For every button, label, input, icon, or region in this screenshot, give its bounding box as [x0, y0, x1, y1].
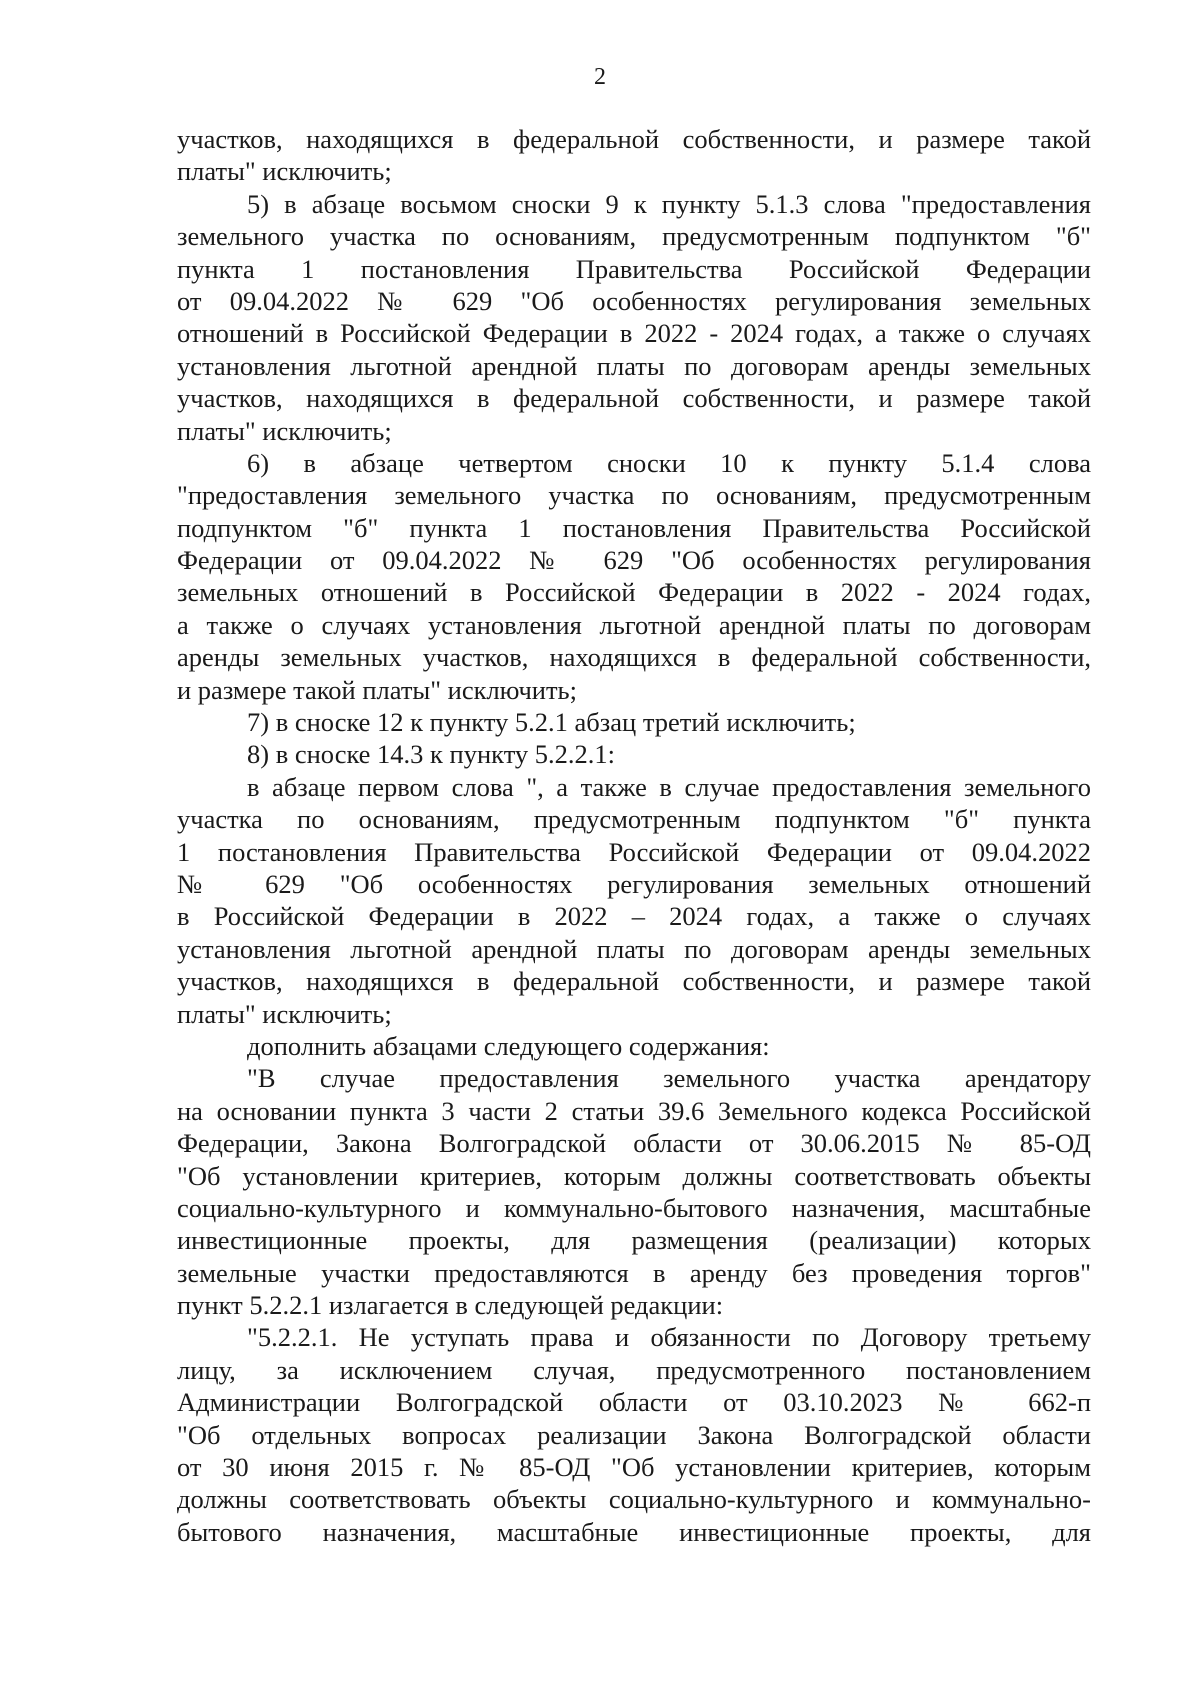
text-line: а также о случаях установления льготной арендной платы по договорам	[177, 609, 1091, 640]
text-line: установления льготной арендной платы по договорам аренды земельных	[177, 350, 1091, 381]
text-line: участков, находящихся в федеральной собственности, и размере такой	[177, 383, 1091, 414]
text-line: 5) в абзаце восьмом сноски 9 к пункту 5.1.3 слова "предоставления	[247, 188, 1091, 219]
text-line: платы" исключить;	[177, 156, 392, 187]
text-line: социально-культурного и коммунально-бытового назначения, масштабные	[177, 1192, 1091, 1223]
text-line: на основании пункта 3 части 2 статьи 39.6 Земельного кодекса Российской	[177, 1095, 1091, 1126]
text-line: 1 постановления Правительства Российской Федерации от 09.04.2022	[177, 836, 1091, 867]
text-line: "предоставления земельного участка по основаниям, предусмотренным	[177, 480, 1091, 511]
text-line: в Российской Федерации в 2022 – 2024 годах, а также о случаях	[177, 901, 1091, 932]
text-line: земельного участка по основаниям, предусмотренным подпунктом "б"	[177, 221, 1091, 252]
text-line: пункт 5.2.2.1 излагается в следующей редакции:	[177, 1290, 724, 1321]
text-line: аренды земельных участков, находящихся в федеральной собственности,	[177, 642, 1091, 673]
text-line: "5.2.2.1. Не уступать права и обязанности по Договору третьему	[247, 1322, 1091, 1353]
text-line: Администрации Волгоградской области от 03.10.2023 № 662-п	[177, 1387, 1091, 1418]
text-line: дополнить абзацами следующего содержания:	[247, 1030, 770, 1061]
text-line: должны соответствовать объекты социально-культурного и коммунально-	[177, 1484, 1091, 1515]
text-line: земельные участки предоставляются в аренду без проведения торгов"	[177, 1257, 1091, 1288]
text-line: бытового назначения, масштабные инвестиционные проекты, для	[177, 1516, 1091, 1547]
text-line: "В случае предоставления земельного участка арендатору	[247, 1063, 1091, 1094]
document-body	[177, 123, 1091, 1548]
text-line: платы" исключить;	[177, 998, 392, 1029]
text-line: 8) в сноске 14.3 к пункту 5.2.2.1:	[247, 739, 616, 770]
text-line: отношений в Российской Федерации в 2022 - 2024 годах, а также о случаях	[177, 318, 1091, 349]
text-line: в абзаце первом слова ", а также в случае предоставления земельного	[247, 771, 1091, 802]
text-line: участков, находящихся в федеральной собственности, и размере такой	[177, 966, 1091, 997]
text-line: участка по основаниям, предусмотренным подпунктом "б" пункта	[177, 804, 1091, 835]
text-line: инвестиционные проекты, для размещения (реализации) которых	[177, 1225, 1091, 1256]
text-line: участков, находящихся в федеральной собственности, и размере такой	[177, 124, 1091, 154]
text-line: установления льготной арендной платы по договорам аренды земельных	[177, 933, 1091, 964]
text-line: Федерации, Закона Волгоградской области от 30.06.2015 № 85-ОД	[177, 1128, 1091, 1159]
text-line: Федерации от 09.04.2022 № 629 "Об особенностях регулирования	[177, 545, 1091, 576]
text-line: платы" исключить;	[177, 415, 392, 446]
text-line: от 09.04.2022 № 629 "Об особенностях регулирования земельных	[177, 285, 1091, 316]
text-line: и размере такой платы" исключить;	[177, 674, 578, 705]
text-line: подпунктом "б" пункта 1 постановления Правительства Российской	[177, 512, 1091, 543]
text-line: земельных отношений в Российской Федерации в 2022 - 2024 годах,	[177, 577, 1091, 608]
text-line: 7) в сноске 12 к пункту 5.2.1 абзац третий исключить;	[247, 707, 856, 738]
page-number: 2	[594, 64, 606, 90]
text-line: "Об установлении критериев, которым должны соответствовать объекты	[177, 1160, 1091, 1191]
text-line: № 629 "Об особенностях регулирования земельных отношений	[177, 868, 1091, 899]
text-line: от 30 июня 2015 г. № 85-ОД "Об установлении критериев, которым	[177, 1452, 1091, 1483]
text-line: 6) в абзаце четвертом сноски 10 к пункту 5.1.4 слова	[247, 447, 1091, 478]
text-line: "Об отдельных вопросах реализации Закона Волгоградской области	[177, 1419, 1091, 1450]
text-line: лицу, за исключением случая, предусмотренного постановлением	[177, 1354, 1091, 1385]
text-line: пункта 1 постановления Правительства Российской Федерации	[177, 253, 1091, 284]
